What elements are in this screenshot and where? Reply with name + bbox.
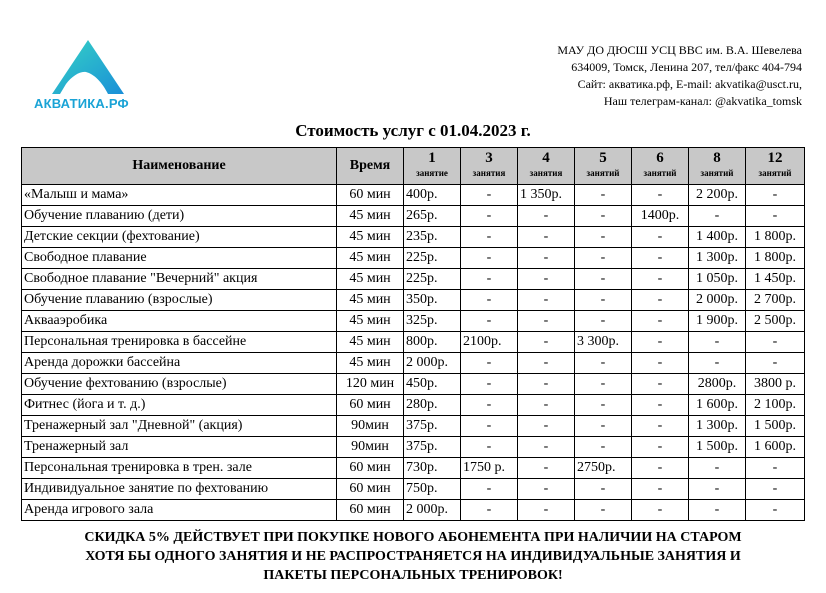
table-row <box>22 227 805 248</box>
service-time: 90мин <box>337 416 404 437</box>
price-cell: - <box>746 206 805 227</box>
table-header-row <box>22 148 805 185</box>
count-number: 6 <box>656 150 664 166</box>
price-cell: - <box>746 500 805 521</box>
service-name: Фитнес (йога и т. д.) <box>22 395 337 416</box>
header-line-telegram: Наш телеграм-канал: @akvatika_tomsk <box>603 94 802 108</box>
service-time: 45 мин <box>337 206 404 227</box>
price-cell: 375р. <box>404 437 461 458</box>
price-cell: - <box>632 311 689 332</box>
price-cell: 2 700р. <box>746 290 805 311</box>
count-unit: занятий <box>643 168 677 178</box>
price-cell: 350р. <box>404 290 461 311</box>
logo-text: АКВАТИКА.РФ <box>34 96 129 111</box>
service-time: 45 мин <box>337 311 404 332</box>
price-cell: - <box>461 227 518 248</box>
price-cell: 1 800р. <box>746 227 805 248</box>
table-row <box>22 269 805 290</box>
price-cell: - <box>461 437 518 458</box>
price-cell: - <box>575 269 632 290</box>
price-cell: - <box>575 227 632 248</box>
price-cell: 800р. <box>404 332 461 353</box>
service-name: Аренда игрового зала <box>22 500 337 521</box>
column-header-time: Время <box>337 148 404 185</box>
logo <box>28 38 148 118</box>
price-cell: - <box>518 269 575 290</box>
price-cell: - <box>461 206 518 227</box>
price-cell: - <box>632 248 689 269</box>
price-cell: 235р. <box>404 227 461 248</box>
price-cell: 1 600р. <box>689 395 746 416</box>
price-cell: - <box>575 437 632 458</box>
price-cell: 1 800р. <box>746 248 805 269</box>
discount-note-line: ХОТЯ БЫ ОДНОГО ЗАНЯТИЯ И НЕ РАСПРОСТРАНЯЕТСЯ НА ИНДИВИДУАЛЬНЫЕ ЗАНЯТИЯ И <box>85 549 741 564</box>
price-cell: - <box>632 332 689 353</box>
price-cell: 375р. <box>404 416 461 437</box>
price-cell: 1 350р. <box>518 185 575 206</box>
price-cell: - <box>518 227 575 248</box>
price-cell: 1 450р. <box>746 269 805 290</box>
service-name: Аренда дорожки бассейна <box>22 353 337 374</box>
service-time: 90мин <box>337 437 404 458</box>
aquatica-wave-logo-icon <box>50 38 126 96</box>
price-cell: 2 000р. <box>404 500 461 521</box>
price-cell: - <box>575 248 632 269</box>
count-unit: занятий <box>700 168 734 178</box>
table-row <box>22 290 805 311</box>
column-header-count <box>404 148 461 185</box>
price-cell: - <box>632 269 689 290</box>
discount-note <box>0 528 826 585</box>
price-cell: - <box>632 416 689 437</box>
price-cell: 225р. <box>404 269 461 290</box>
count-number: 5 <box>599 150 607 166</box>
price-cell: 1 900р. <box>689 311 746 332</box>
price-cell: - <box>518 458 575 479</box>
table-row <box>22 311 805 332</box>
price-cell: - <box>518 395 575 416</box>
table-row <box>22 332 805 353</box>
price-cell: 280р. <box>404 395 461 416</box>
table-row <box>22 374 805 395</box>
price-cell: 750р. <box>404 479 461 500</box>
price-table-body <box>22 185 805 521</box>
price-cell: - <box>518 416 575 437</box>
service-time: 60 мин <box>337 479 404 500</box>
price-cell: - <box>689 500 746 521</box>
price-cell: - <box>746 353 805 374</box>
table-row <box>22 437 805 458</box>
price-cell: 1 500р. <box>689 437 746 458</box>
price-cell: - <box>575 395 632 416</box>
column-header-name: Наименование <box>22 148 337 185</box>
service-time: 60 мин <box>337 500 404 521</box>
price-cell: - <box>632 500 689 521</box>
discount-note-line: СКИДКА 5% ДЕЙСТВУЕТ ПРИ ПОКУПКЕ НОВОГО АБОНЕМЕНТА ПРИ НАЛИЧИИ НА СТАРОМ <box>84 530 742 545</box>
service-name: Тренажерный зал <box>22 437 337 458</box>
price-cell: - <box>575 206 632 227</box>
price-cell: - <box>518 311 575 332</box>
price-cell: - <box>461 479 518 500</box>
price-cell: 3800 р. <box>746 374 805 395</box>
price-cell: - <box>461 374 518 395</box>
price-cell: 2750р. <box>575 458 632 479</box>
table-row <box>22 416 805 437</box>
service-time: 45 мин <box>337 353 404 374</box>
price-cell: 265р. <box>404 206 461 227</box>
price-cell: - <box>746 332 805 353</box>
price-cell: - <box>746 479 805 500</box>
price-cell: - <box>632 395 689 416</box>
price-cell: - <box>746 458 805 479</box>
price-cell: - <box>575 185 632 206</box>
price-cell: 2100р. <box>461 332 518 353</box>
service-name: Свободное плавание <box>22 248 337 269</box>
price-cell: 1 050р. <box>689 269 746 290</box>
count-number: 8 <box>713 150 721 166</box>
price-cell: 225р. <box>404 248 461 269</box>
price-cell: 2 200р. <box>689 185 746 206</box>
discount-note-line: ПАКЕТЫ ПЕРСОНАЛЬНЫХ ТРЕНИРОВОК! <box>263 568 563 583</box>
table-row <box>22 458 805 479</box>
price-cell: 1 400р. <box>689 227 746 248</box>
count-unit: занятий <box>586 168 620 178</box>
count-unit: занятий <box>758 168 792 178</box>
price-cell: - <box>461 353 518 374</box>
table-row <box>22 248 805 269</box>
service-name: Аквааэробика <box>22 311 337 332</box>
price-cell: 3 300р. <box>575 332 632 353</box>
service-time: 45 мин <box>337 290 404 311</box>
table-row <box>22 206 805 227</box>
price-cell: - <box>746 185 805 206</box>
price-cell: - <box>575 311 632 332</box>
count-number: 1 <box>428 150 436 166</box>
service-name: Обучение плаванию (взрослые) <box>22 290 337 311</box>
page-title: Стоимость услуг с 01.04.2023 г. <box>295 121 531 140</box>
price-cell: - <box>632 353 689 374</box>
count-number: 12 <box>767 150 783 166</box>
price-cell: 1400р. <box>632 206 689 227</box>
organization-header <box>557 42 802 110</box>
price-cell: - <box>689 353 746 374</box>
price-cell: 2 100р. <box>746 395 805 416</box>
service-time: 60 мин <box>337 185 404 206</box>
price-cell: - <box>461 500 518 521</box>
column-header-count <box>518 148 575 185</box>
price-cell: - <box>632 185 689 206</box>
price-cell: - <box>689 332 746 353</box>
price-cell: - <box>461 185 518 206</box>
price-cell: - <box>518 332 575 353</box>
service-name: Тренажерный зал "Дневной" (акция) <box>22 416 337 437</box>
table-row <box>22 500 805 521</box>
price-cell: - <box>632 437 689 458</box>
price-cell: - <box>632 227 689 248</box>
table-row <box>22 353 805 374</box>
price-cell: - <box>461 248 518 269</box>
service-time: 45 мин <box>337 227 404 248</box>
price-cell: - <box>632 374 689 395</box>
price-cell: 2 000р. <box>689 290 746 311</box>
column-header-count <box>575 148 632 185</box>
price-cell: 1 300р. <box>689 416 746 437</box>
price-cell: - <box>632 290 689 311</box>
price-cell: - <box>461 395 518 416</box>
price-cell: - <box>689 458 746 479</box>
table-row <box>22 395 805 416</box>
price-cell: - <box>518 206 575 227</box>
price-cell: - <box>575 290 632 311</box>
service-name: Свободное плавание "Вечерний" акция <box>22 269 337 290</box>
column-header-count <box>746 148 805 185</box>
price-cell: - <box>689 206 746 227</box>
price-cell: - <box>518 290 575 311</box>
count-unit: занятия <box>472 168 506 178</box>
service-time: 45 мин <box>337 248 404 269</box>
service-time: 45 мин <box>337 269 404 290</box>
header-line-address: 634009, Томск, Ленина 207, тел/факс 404-794 <box>571 60 802 74</box>
price-cell: 1 300р. <box>689 248 746 269</box>
service-name: Обучение фехтованию (взрослые) <box>22 374 337 395</box>
count-number: 3 <box>485 150 493 166</box>
price-cell: - <box>461 290 518 311</box>
price-cell: - <box>518 437 575 458</box>
price-table <box>21 147 805 521</box>
price-cell: 1 600р. <box>746 437 805 458</box>
service-name: Индивидуальное занятие по фехтованию <box>22 479 337 500</box>
count-number: 4 <box>542 150 550 166</box>
price-cell: - <box>518 374 575 395</box>
table-row <box>22 479 805 500</box>
price-cell: - <box>575 374 632 395</box>
price-cell: - <box>518 248 575 269</box>
price-cell: - <box>461 269 518 290</box>
service-name: Персональная тренировка в бассейне <box>22 332 337 353</box>
count-unit: занятие <box>416 168 448 178</box>
price-cell: - <box>575 416 632 437</box>
service-name: Обучение плаванию (дети) <box>22 206 337 227</box>
column-header-count <box>632 148 689 185</box>
service-time: 45 мин <box>337 332 404 353</box>
service-time: 60 мин <box>337 395 404 416</box>
service-name: Детские секции (фехтование) <box>22 227 337 248</box>
price-cell: 325р. <box>404 311 461 332</box>
price-cell: - <box>689 479 746 500</box>
price-cell: - <box>461 311 518 332</box>
price-cell: - <box>575 479 632 500</box>
table-row <box>22 185 805 206</box>
column-header-count <box>461 148 518 185</box>
price-cell: 2800р. <box>689 374 746 395</box>
price-cell: 730р. <box>404 458 461 479</box>
price-cell: - <box>518 500 575 521</box>
price-cell: - <box>518 479 575 500</box>
price-cell: 2 500р. <box>746 311 805 332</box>
price-cell: 400р. <box>404 185 461 206</box>
service-name: Персональная тренировка в трен. зале <box>22 458 337 479</box>
price-cell: 450р. <box>404 374 461 395</box>
count-unit: занятия <box>529 168 563 178</box>
column-header-count <box>689 148 746 185</box>
header-line-site-email: Сайт: акватика.рф, E-mail: akvatika@usct.ru, <box>577 77 802 91</box>
price-cell: - <box>575 500 632 521</box>
header-line-org: МАУ ДО ДЮСШ УСЦ ВВС им. В.А. Шевелева <box>557 43 802 57</box>
price-cell: - <box>461 416 518 437</box>
service-name: «Малыш и мама» <box>22 185 337 206</box>
price-cell: 1 500р. <box>746 416 805 437</box>
price-cell: - <box>575 353 632 374</box>
price-cell: 2 000р. <box>404 353 461 374</box>
service-time: 60 мин <box>337 458 404 479</box>
price-cell: - <box>632 479 689 500</box>
price-cell: 1750 р. <box>461 458 518 479</box>
price-cell: - <box>518 353 575 374</box>
service-time: 120 мин <box>337 374 404 395</box>
price-cell: - <box>632 458 689 479</box>
